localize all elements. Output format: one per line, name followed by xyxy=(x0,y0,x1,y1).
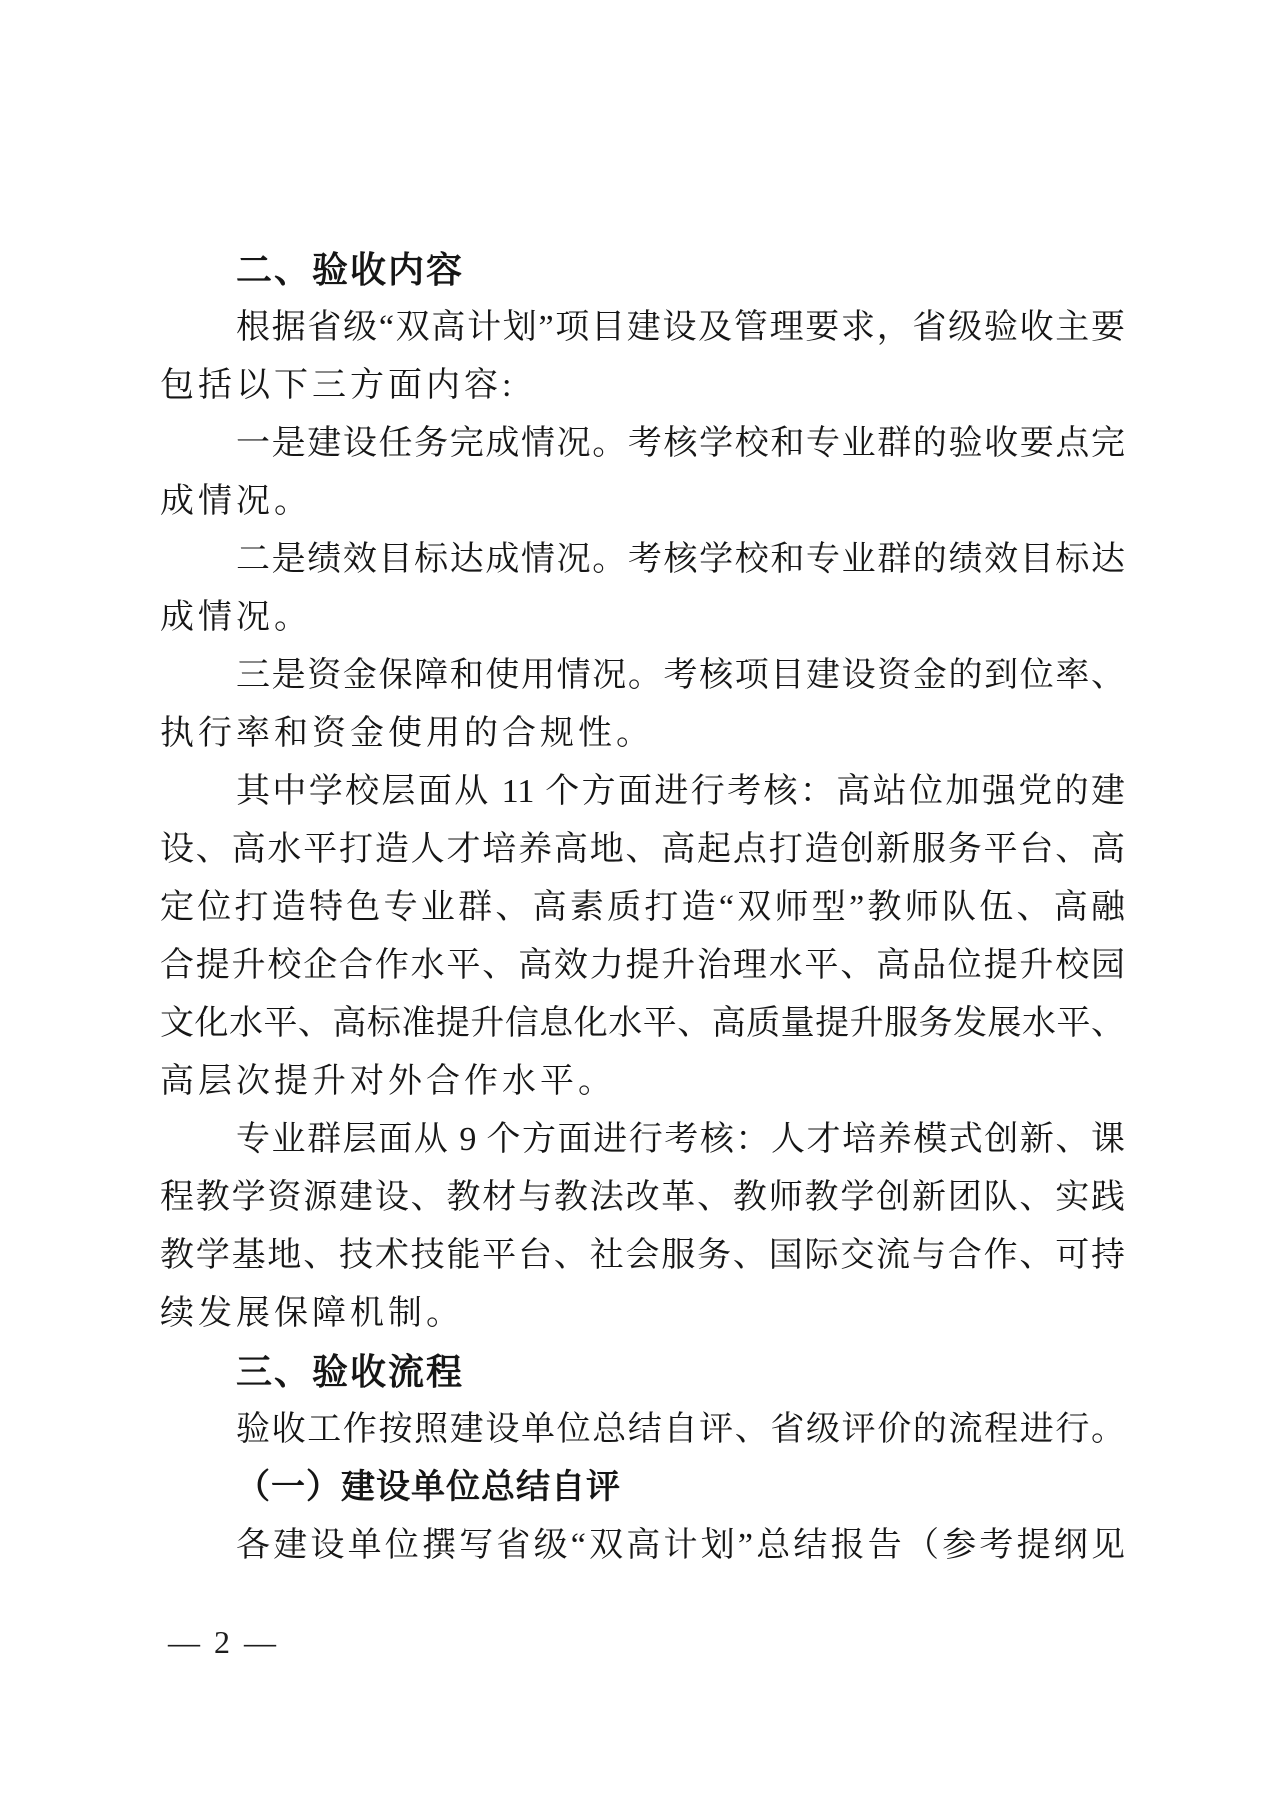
text-line: 程教学资源建设、教材与教法改革、教师教学创新团队、实践 xyxy=(160,1179,1125,1216)
section-heading: 二、验收内容 xyxy=(236,249,465,290)
section-heading: 三、验收流程 xyxy=(236,1351,465,1392)
text-line: 各建设单位撰写省级“双高计划”总结报告（参考提纲见 xyxy=(236,1527,1125,1564)
text-line: 执行率和资金使用的合规性。 xyxy=(160,715,654,752)
text-line: 定位打造特色专业群、高素质打造“双师型”教师队伍、高融 xyxy=(160,889,1125,926)
text-line: 专业群层面从 9 个方面进行考核：人才培养模式创新、课 xyxy=(236,1121,1125,1158)
page-number: — 2 — xyxy=(168,1624,279,1660)
text-line: 其中学校层面从 11 个方面进行考核：高站位加强党的建 xyxy=(236,773,1125,810)
text-line: 合提升校企合作水平、高效力提升治理水平、高品位提升校园 xyxy=(160,947,1125,984)
text-line: 设、高水平打造人才培养高地、高起点打造创新服务平台、高 xyxy=(160,831,1125,868)
text-line: 文化水平、高标准提升信息化水平、高质量提升服务发展水平、 xyxy=(160,1005,1125,1042)
text-line: 二是绩效目标达成情况。考核学校和专业群的绩效目标达 xyxy=(236,541,1125,578)
subsection-heading: （一）建设单位总结自评 xyxy=(236,1469,621,1506)
text-line: 三是资金保障和使用情况。考核项目建设资金的到位率、 xyxy=(236,657,1125,694)
document-body xyxy=(160,241,1125,1575)
text-line: 教学基地、技术技能平台、社会服务、国际交流与合作、可持 xyxy=(160,1237,1125,1274)
text-line: 一是建设任务完成情况。考核学校和专业群的验收要点完 xyxy=(236,425,1125,462)
text-line: 高层次提升对外合作水平。 xyxy=(160,1063,616,1100)
text-line: 包括以下三方面内容: xyxy=(160,367,516,404)
text-line: 成情况。 xyxy=(160,599,312,636)
text-line: 成情况。 xyxy=(160,483,312,520)
text-line: 验收工作按照建设单位总结自评、省级评价的流程进行。 xyxy=(236,1411,1125,1448)
text-line: 根据省级“双高计划”项目建设及管理要求，省级验收主要 xyxy=(236,309,1125,346)
text-line: 续发展保障机制。 xyxy=(160,1295,464,1332)
